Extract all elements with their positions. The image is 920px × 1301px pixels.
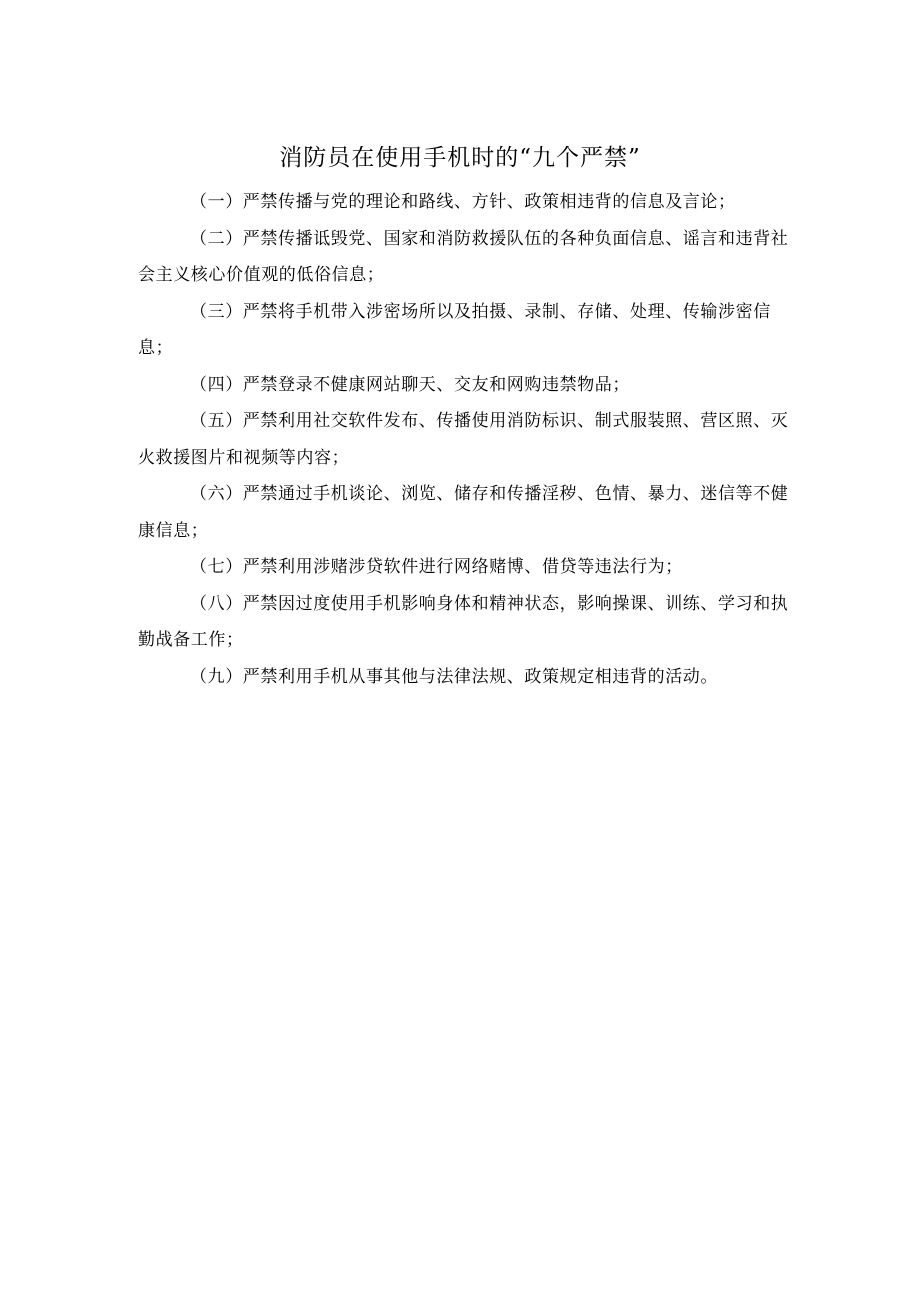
rule-paragraph-7: （七）严禁利用涉赌涉贷软件进行网络赌博、借贷等违法行为； [190,557,683,577]
rule-paragraph-1: （一）严禁传播与党的理论和路线、方针、政策相违背的信息及言论； [190,192,736,212]
document-title: 消防员在使用手机时的“九个严禁” [279,145,641,171]
rule-paragraph-4: （四）严禁登录不健康网站聊天、交友和网购违禁物品； [190,374,630,395]
rule-paragraph-8: （八）严禁因过度使用手机影响身体和精神状态，影响操课、训练、学习和执勤战备工作； [138,593,789,650]
rule-paragraph-2: （二）严禁传播诋毁党、国家和消防救援队伍的各种负面信息、谣言和违背社会主义核心价值观的低俗信息； [138,228,789,285]
rule-paragraph-5: （五）严禁利用社交软件发布、传播使用消防标识、制式服装照、营区照、灭火救援图片和视频等内容； [138,411,789,468]
rule-paragraph-6: （六）严禁通过手机谈论、浏览、储存和传播淫秽、色情、暴力、迷信等不健康信息； [138,484,789,541]
document-body [138,184,798,695]
rule-paragraph-9: （九）严禁利用手机从事其他与法律法规、政策规定相违背的活动。 [190,666,718,687]
rule-paragraph-3: （三）严禁将手机带入涉密场所以及拍摄、录制、存储、处理、传输涉密信息； [138,301,771,358]
